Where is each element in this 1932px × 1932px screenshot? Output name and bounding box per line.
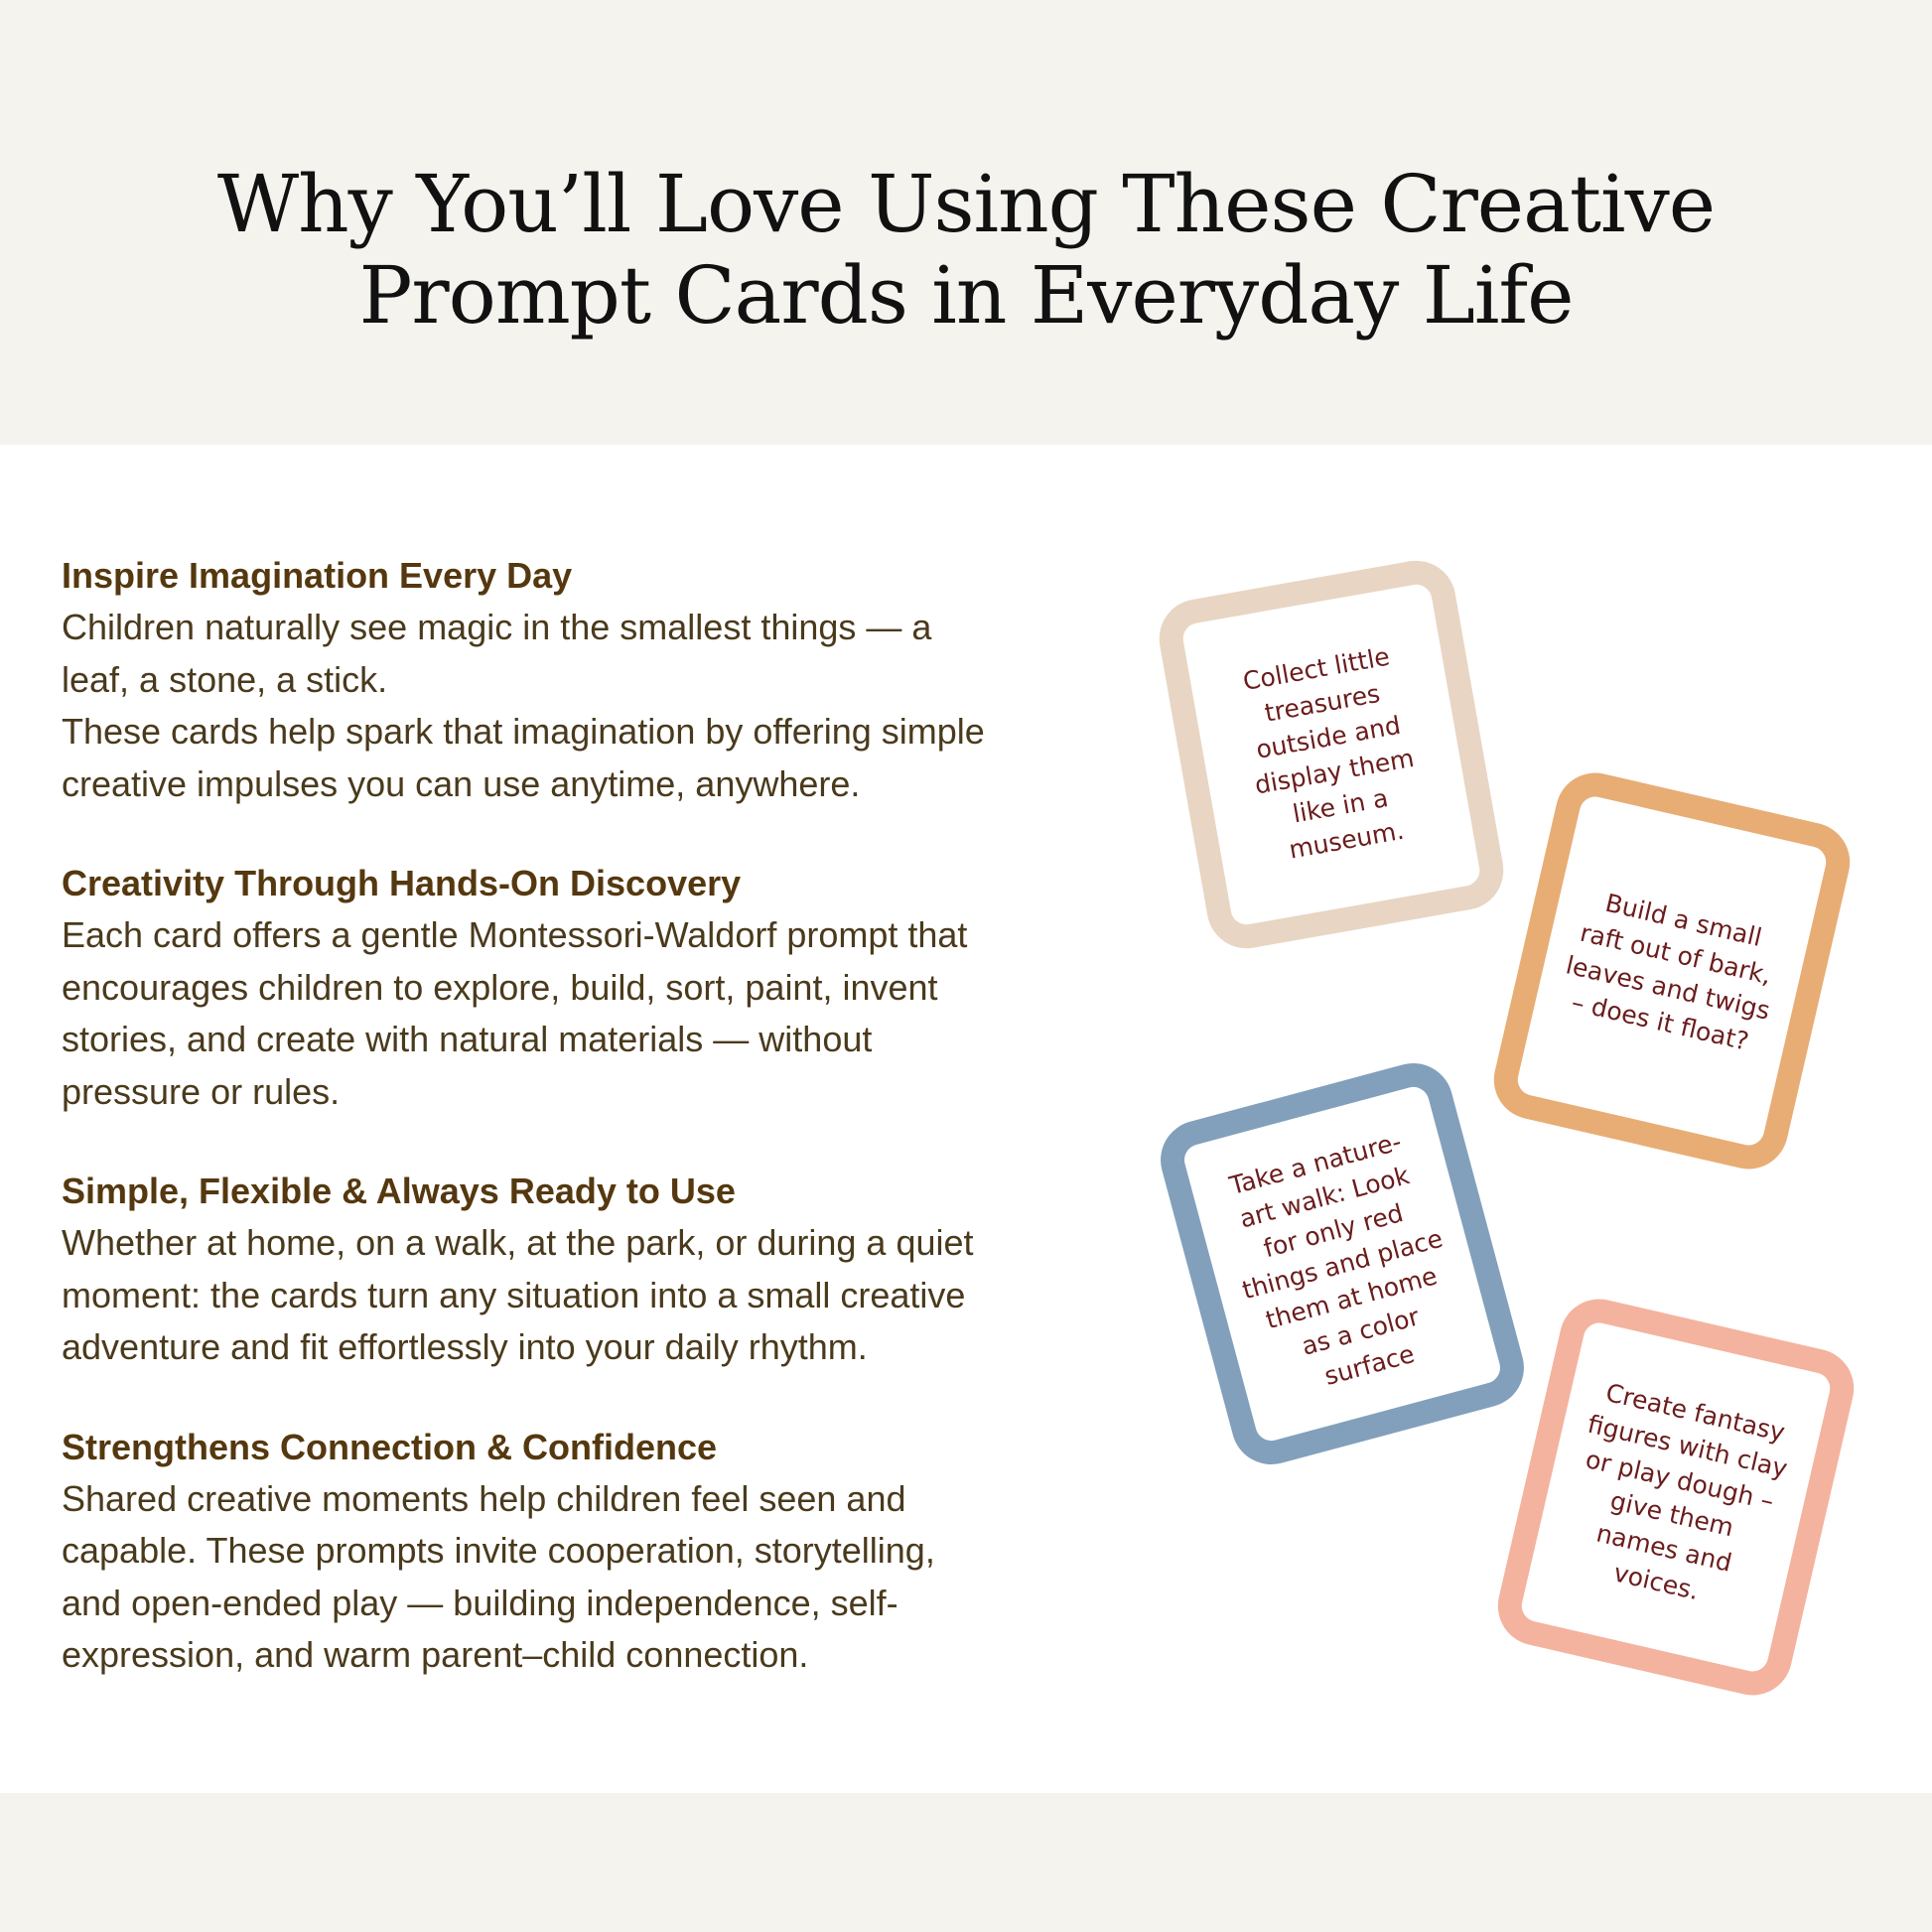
prompt-card-text: Create fantasy figures with clay or play dough – give them names and voices. — [1583, 1377, 1791, 1606]
body-line: and open-ended play — building independence, self- — [62, 1582, 898, 1623]
body-line: Shared creative moments help children feel seen and — [62, 1477, 906, 1519]
prompt-card-text: Build a small raft out of bark, leaves and twigs – does it float? — [1563, 888, 1774, 1056]
benefit-section-flexible — [62, 1166, 1134, 1374]
body-line: adventure and fit effortlessly into your daily rhythm. — [62, 1326, 868, 1367]
section-heading: Inspire Imagination Every Day — [62, 555, 573, 596]
footer-band — [0, 1793, 1932, 1932]
section-heading: Strengthens Connection & Confidence — [62, 1426, 718, 1467]
body-line: pressure or rules. — [62, 1070, 341, 1112]
prompt-card-raft — [1486, 765, 1858, 1177]
section-body — [62, 1217, 1134, 1374]
section-heading: Simple, Flexible & Always Ready to Use — [62, 1171, 736, 1211]
section-body — [62, 909, 1134, 1118]
body-line: capable. These prompts invite cooperation, storytelling, — [62, 1530, 935, 1571]
section-body — [62, 1473, 1134, 1682]
page-title-line-2: Prompt Cards in Everyday Life — [358, 249, 1574, 342]
benefit-section-discovery — [62, 858, 1134, 1118]
body-line: These cards help spark that imagination by offering simple — [62, 711, 985, 752]
body-line: Each card offers a gentle Montessori-Waldorf prompt that — [62, 914, 968, 955]
section-heading: Creativity Through Hands-On Discovery — [62, 863, 742, 903]
prompt-card-nature-art-walk — [1152, 1054, 1533, 1473]
prompt-card-fantasy-figures — [1490, 1292, 1862, 1704]
section-body — [62, 602, 1134, 810]
body-line: stories, and create with natural materials — without — [62, 1019, 873, 1059]
prompt-card-text: Take a nature-art walk: Look for only red things and place them at home as a color surface — [1226, 1126, 1446, 1391]
body-line: encourages children to explore, build, sort, paint, invent — [62, 966, 938, 1008]
body-line: expression, and warm parent–child connection. — [62, 1634, 809, 1675]
body-line: Children naturally see magic in the smallest things — a — [62, 607, 932, 647]
prompt-card-text: Collect little treasures outside and display them like in a museum. — [1240, 641, 1417, 865]
body-line: leaf, a stone, a stick. — [62, 658, 388, 700]
prompt-card-treasures — [1153, 554, 1509, 954]
benefit-section-connection — [62, 1422, 1134, 1682]
page-title — [0, 159, 1932, 342]
benefits-list — [62, 550, 1134, 1729]
body-line: moment: the cards turn any situation into a small creative — [62, 1274, 966, 1315]
body-line: creative impulses you can use anytime, anywhere. — [62, 762, 861, 804]
page-title-line-1: Why You’ll Love Using These Creative — [216, 158, 1716, 250]
benefit-section-imagination — [62, 550, 1134, 810]
body-line: Whether at home, on a walk, at the park, or during a quiet — [62, 1222, 974, 1263]
